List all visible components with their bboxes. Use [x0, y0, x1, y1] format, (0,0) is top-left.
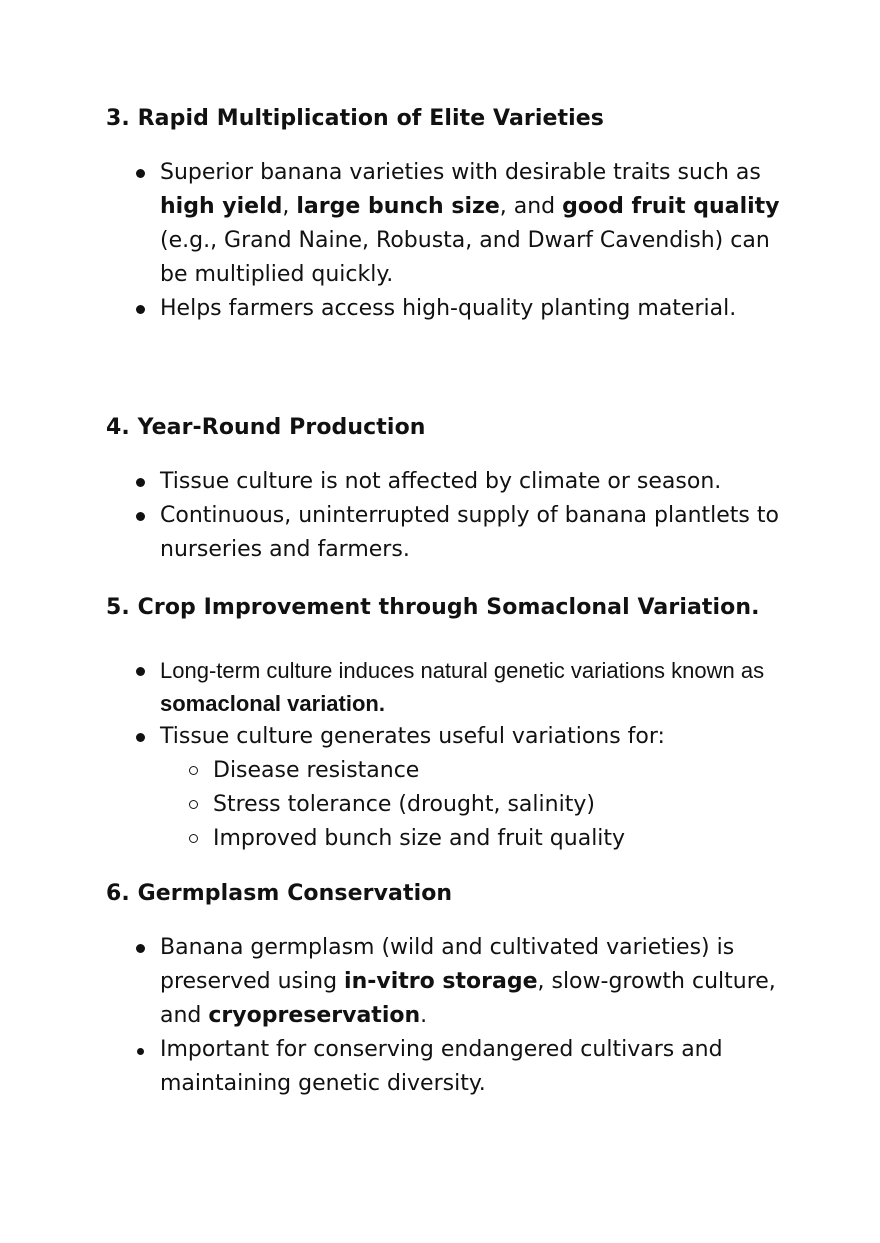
item-text: Helps farmers access high-quality planting material.	[160, 296, 737, 321]
item-text: Continuous, uninterrupted supply of banana plantlets to nurseries and farmers.	[160, 503, 779, 562]
item-bold-text: large bunch size	[296, 194, 500, 219]
item-text: , slow-growth culture, and	[160, 969, 776, 1028]
item-text: Tissue culture generates useful variations for:	[160, 724, 665, 749]
list-item	[106, 156, 780, 292]
item-text: .	[420, 1003, 428, 1028]
sub-item-text: Stress tolerance (drought, salinity)	[213, 792, 595, 817]
circle-bullet-icon	[189, 766, 198, 775]
section-4-list	[106, 465, 780, 567]
sub-list	[160, 754, 780, 856]
bullet-icon	[136, 667, 145, 676]
section-heading-6: 6. Germplasm Conservation	[106, 881, 453, 906]
list-item	[106, 654, 780, 720]
bullet-icon	[136, 169, 145, 178]
section-5-list	[106, 654, 780, 856]
sub-item-text: Improved bunch size and fruit quality	[213, 826, 626, 851]
item-bold-text: high yield	[160, 194, 283, 219]
list-item	[106, 931, 780, 1033]
sub-list-item	[160, 754, 780, 788]
item-text: Banana germplasm (wild and cultivated varieties) is preserved using	[160, 935, 735, 994]
item-text: (e.g., Grand Naine, Robusta, and Dwarf Cavendish) can be multiplied quickly.	[160, 228, 770, 287]
sub-list-item	[160, 788, 780, 822]
section-3-list	[106, 156, 780, 326]
section-6-list	[106, 931, 780, 1101]
item-text: , and	[499, 194, 563, 219]
circle-bullet-icon	[189, 834, 198, 843]
section-heading-3: 3. Rapid Multiplication of Elite Varieties	[106, 106, 604, 131]
list-item	[106, 465, 780, 499]
bullet-icon	[136, 305, 145, 314]
list-item	[106, 499, 780, 567]
sub-item-text: Disease resistance	[213, 758, 420, 783]
item-text: Long-term culture induces natural genetic variations known as	[160, 658, 765, 683]
bullet-icon	[136, 944, 145, 953]
item-text: Important for conserving endangered cultivars and maintaining genetic diversity.	[160, 1037, 723, 1096]
item-text: Superior banana varieties with desirable traits such as	[160, 160, 761, 185]
bullet-icon	[136, 478, 145, 487]
section-heading-4: 4. Year-Round Production	[106, 415, 426, 440]
list-item	[106, 292, 780, 326]
item-bold-text: cryopreservation	[208, 1003, 421, 1028]
bullet-icon	[136, 512, 145, 521]
section-heading-5: 5. Crop Improvement through Somaclonal Variation.	[106, 595, 760, 620]
list-item	[106, 1033, 780, 1101]
item-text: ,	[282, 194, 297, 219]
sub-list-item	[160, 822, 780, 856]
item-text: Tissue culture is not affected by climate or season.	[160, 469, 722, 494]
circle-bullet-icon	[189, 800, 198, 809]
bullet-icon	[137, 1048, 144, 1055]
item-bold-text: somaclonal variation.	[160, 691, 385, 716]
bullet-icon	[136, 733, 145, 742]
list-item	[106, 720, 780, 856]
item-bold-text: good fruit quality	[562, 194, 780, 219]
item-bold-text: in-vitro storage	[344, 969, 538, 994]
